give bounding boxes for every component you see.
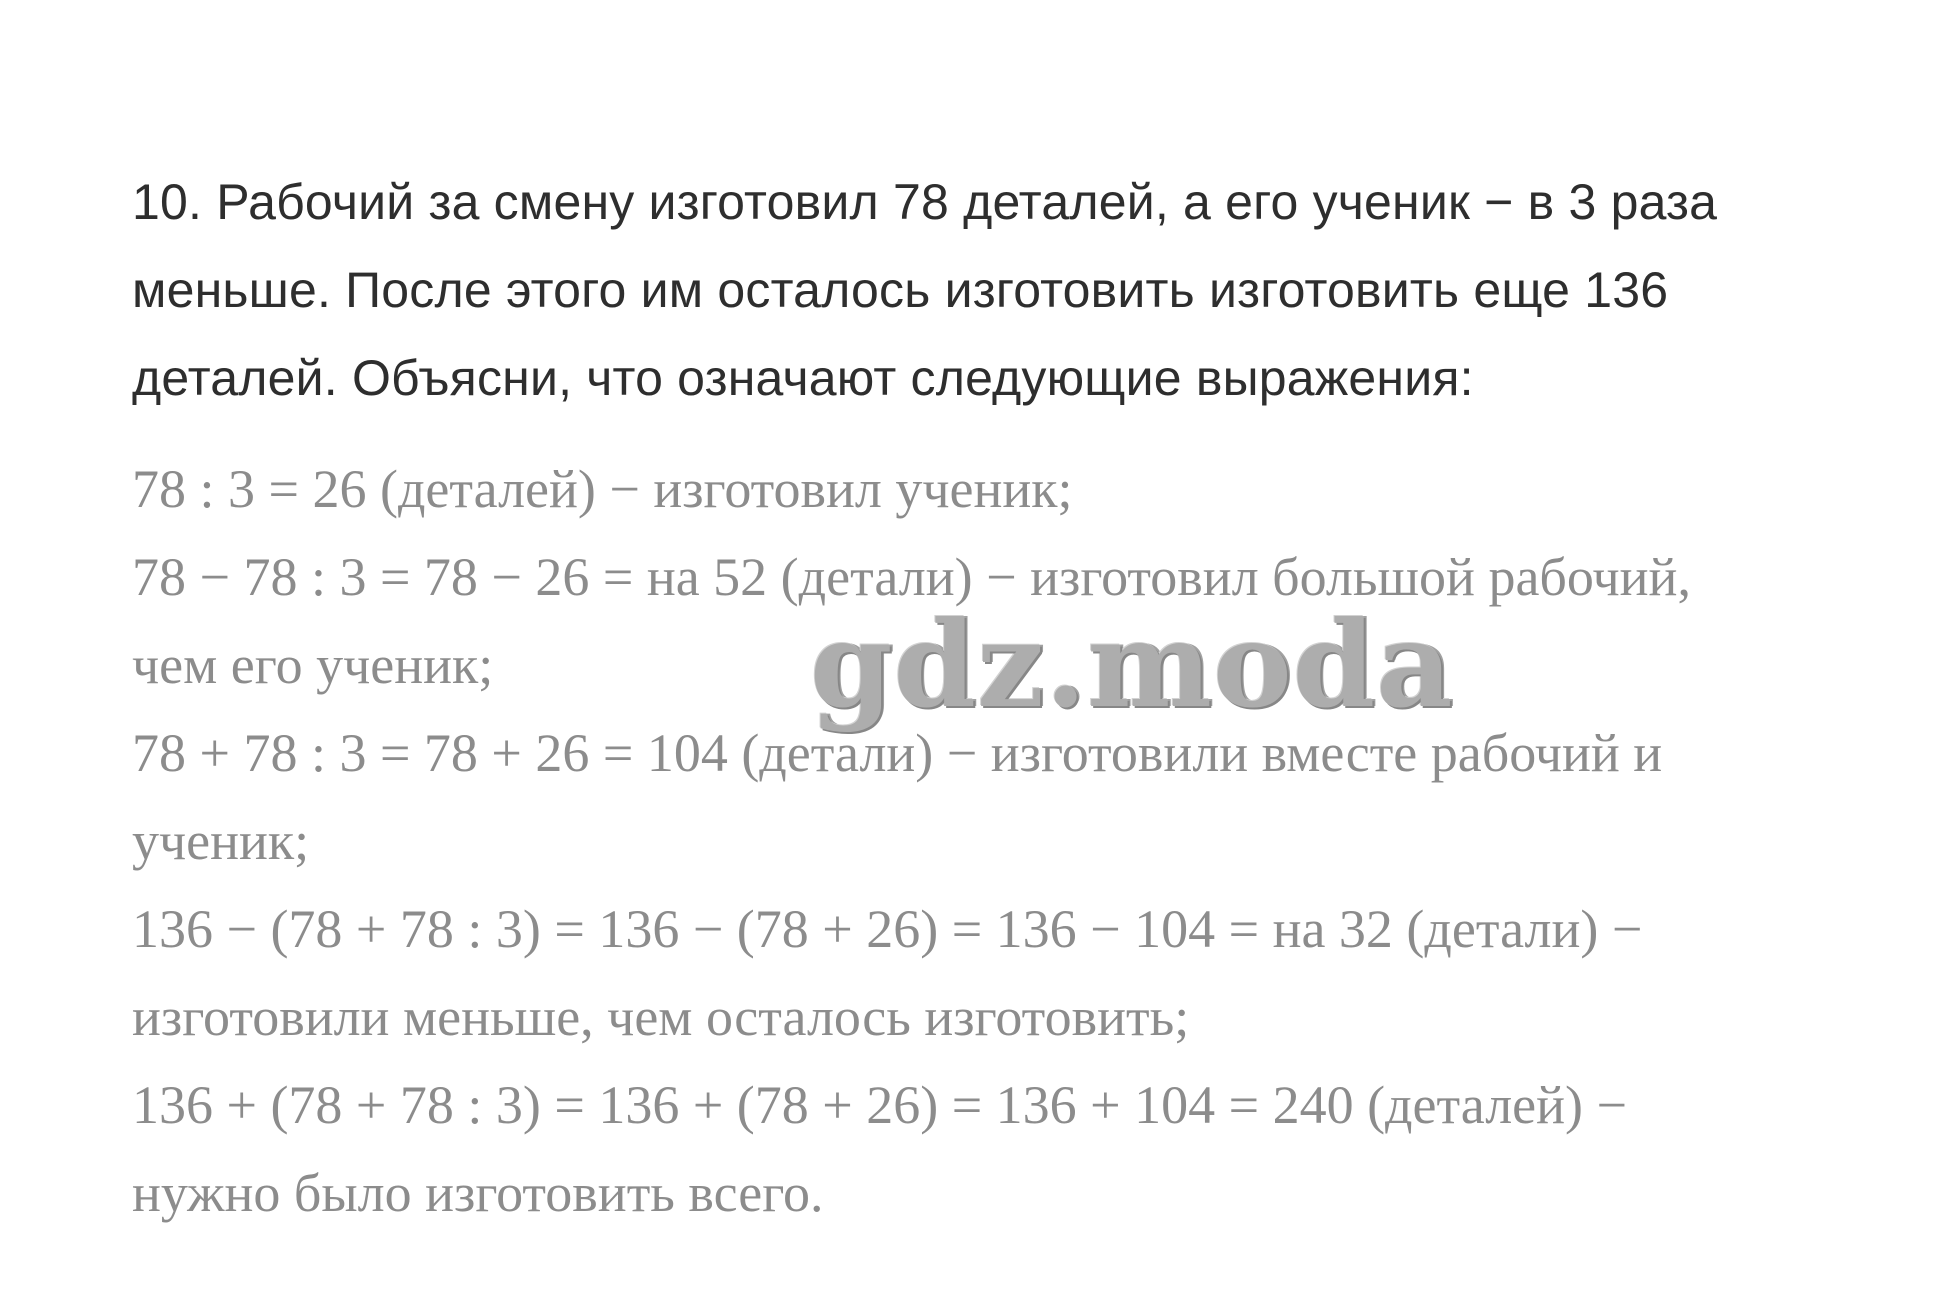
problem-line: меньше. После этого им осталось изготовить изготовить еще 136 [132,262,1669,318]
problem-line: 10. Рабочий за смену изготовил 78 деталей, а его ученик − в 3 раза [132,174,1718,230]
answer-line: 78 − 78 : 3 = 78 − 26 = на 52 (детали) − изготовил большой рабочий, [132,547,1691,607]
problem-line: деталей. Объясни, что означают следующие выражения: [132,350,1474,406]
answer-line: 78 + 78 : 3 = 78 + 26 = 104 (детали) − изготовили вместе рабочий и [132,723,1663,783]
answer-line: чем его ученик; [132,635,494,695]
answer-line: 136 + (78 + 78 : 3) = 136 + (78 + 26) = 136 + 104 = 240 (деталей) − [132,1075,1627,1135]
problem-statement [132,158,1852,422]
answer-line: изготовили меньше, чем осталось изготовить; [132,987,1190,1047]
answer-line: 136 − (78 + 78 : 3) = 136 − (78 + 26) = 136 − 104 = на 32 (детали) − [132,899,1643,959]
answer-block [132,445,1892,1237]
answer-line: нужно было изготовить всего. [132,1163,824,1223]
answer-line: 78 : 3 = 26 (деталей) − изготовил ученик; [132,459,1073,519]
answer-line: ученик; [132,811,310,871]
watermark-logo: gdz.moda [810,595,1454,734]
